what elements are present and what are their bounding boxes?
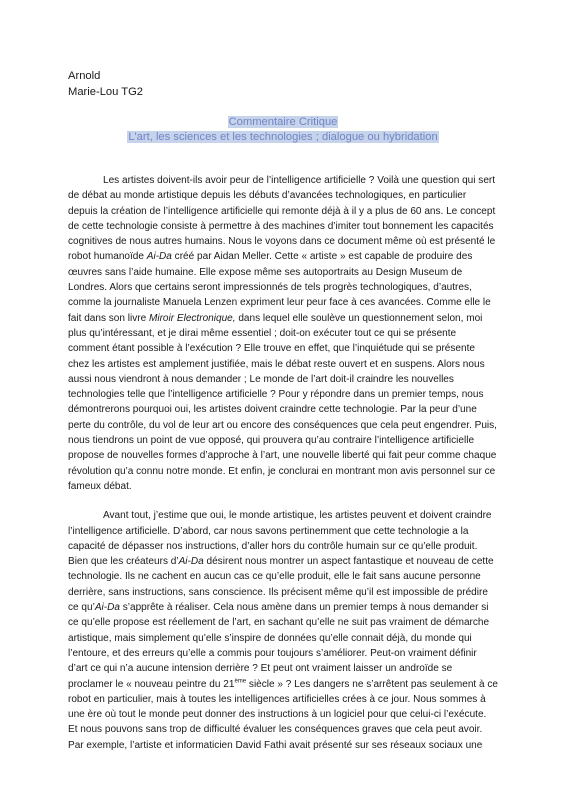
p2-text-d: siècle » ? Les dangers ne s’arrêtent pas seulement à ce robot en particulier, mais à toutes les intelligences artificielles crées à ce jour. Nous sommes à une ère où tout le monde peut donner des instructions à un logiciel pour que celui-ci l’exécute. [68,678,499,721]
p1-text-c: dans lequel elle soulève un questionnement selon, moi plus qu’intéressant, et je dirai même essentiel ; doit-on exécuter tout ce qui se présente comment étant possible à l’exécution ? Elle trouve en effet, que l’inquiétude qui se présente chez les artistes est amplement justifiée, mais le débat reste ouvert et en suspens. Alors nous aussi nous viendront à nous demander ; Le monde de l’art doit-il craindre les nouvelles technologies telle que l’intelligence artificielle ? Pour y répondre dans un premier temps, nous démontrerons pourquoi oui, les artistes doivent craindre cette technologie. Par la peur d’une perte du contrôle, du vol de leur art ou encore des conséquences que cela peut engendrer. Puis, nous tiendrons un point de vue opposé, qui prouvera qu’au contraire l’intelligence artificielle propose de nouvelles formes d’approche à l’art, une nouvelle liberté qui fait peur comme chaque révolution qu’a connu notre monde. Et enfin, je conclurai en montrant mon avis personnel sur ce fameux débat. [68,312,497,492]
p2-superscript: ème [234,678,247,685]
p1-book-title: Miroir Electronique, [148,312,236,324]
p1-text-a: Les artistes doivent-ils avoir peur de l’intelligence artificielle ? Voilà une question qui sert de débat au monde artistique depuis les débuts d’avancées technologiques, en particulier depuis la création de l’intelligence artificielle qui remonte déjà à il y a plus de 60 ans. Le concept de cette technologie consiste à permettre à des machines d’imiter tout bonnement les capacités cognitives de nous autres humains. Nous le voyons dans ce document même où est présenté le robot humanoïde [68,175,496,263]
p1-text-b: créé par Aidan Meller. Cette « artiste » est capable de produire des œuvres sans l’aide humaine. Elle expose même ses autoportraits au Design Museum de Londres. Alors que certains seront impressionnés de tels progrès technologiques, d’autres, comme la journaliste Manuela Lenzen expriment leur peur face à ces avancées. Comme elle le fait dans son livre [68,251,491,324]
p2-text-a: Avant tout, j’estime que oui, le monde artistique, les artistes peuvent et doivent craindre l’intelligence artificielle. D’abord, car nous savons pertinemment que cette technologie a la capacité de dépasser nos instructions, d’aller hors du contrôle humain sur ce qu’elle produit. Bien que les créateurs d’ [68,510,492,568]
p2-aida-1: Ai-Da [178,556,204,568]
paragraph-introduction [68,173,498,494]
author-surname: Arnold [68,70,101,82]
title-line-2: L'art, les sciences et les technologies ; dialogue ou hybridation [128,131,438,143]
document-title [68,115,498,145]
author-name-class: Marie-Lou TG2 [68,86,144,98]
p2-text-b: désirent nous montrer un aspect fantastique et nouveau de cette technologie. Ils ne cachent en aucun cas ce qu’elle produit, elle le fait sans aucune personne derrière, sans instructions, sans conscience. Ils précisent même qu’il est impossible de prédire ce qu’ [68,556,494,614]
p2-aida-2: Ai-Da [94,602,120,614]
paragraph-consequences: Et nous pouvons sans trop de difficulté évaluer les conséquences graves que cela peut avoir. Par exemple, l’artiste et informaticien David Fathi avait présenté sur ses réseaux sociaux une [68,724,483,751]
title-line-1: Commentaire Critique [228,116,338,128]
paragraph-first-part [68,508,498,722]
p2-text-c: s’apprête à réaliser. Cela nous amène dans un premier temps à nous demander si ce qu’elle propose est réellement de l’art, en sachant qu’elle ne suit pas vraiment de démarche artistique, mais simplement qu’elle s’inspire de données qu’elle connait déjà, du monde qui l’entoure, et des erreurs qu’elle a commis pour toujours s’améliorer. Peut-on vraiment définir d’art ce qui n’a aucune intension derrière ? Et peut ont vraiment laisser un androïde se proclamer le « nouveau peintre du 21 [68,602,490,690]
p1-aida: Ai-Da [146,251,172,263]
